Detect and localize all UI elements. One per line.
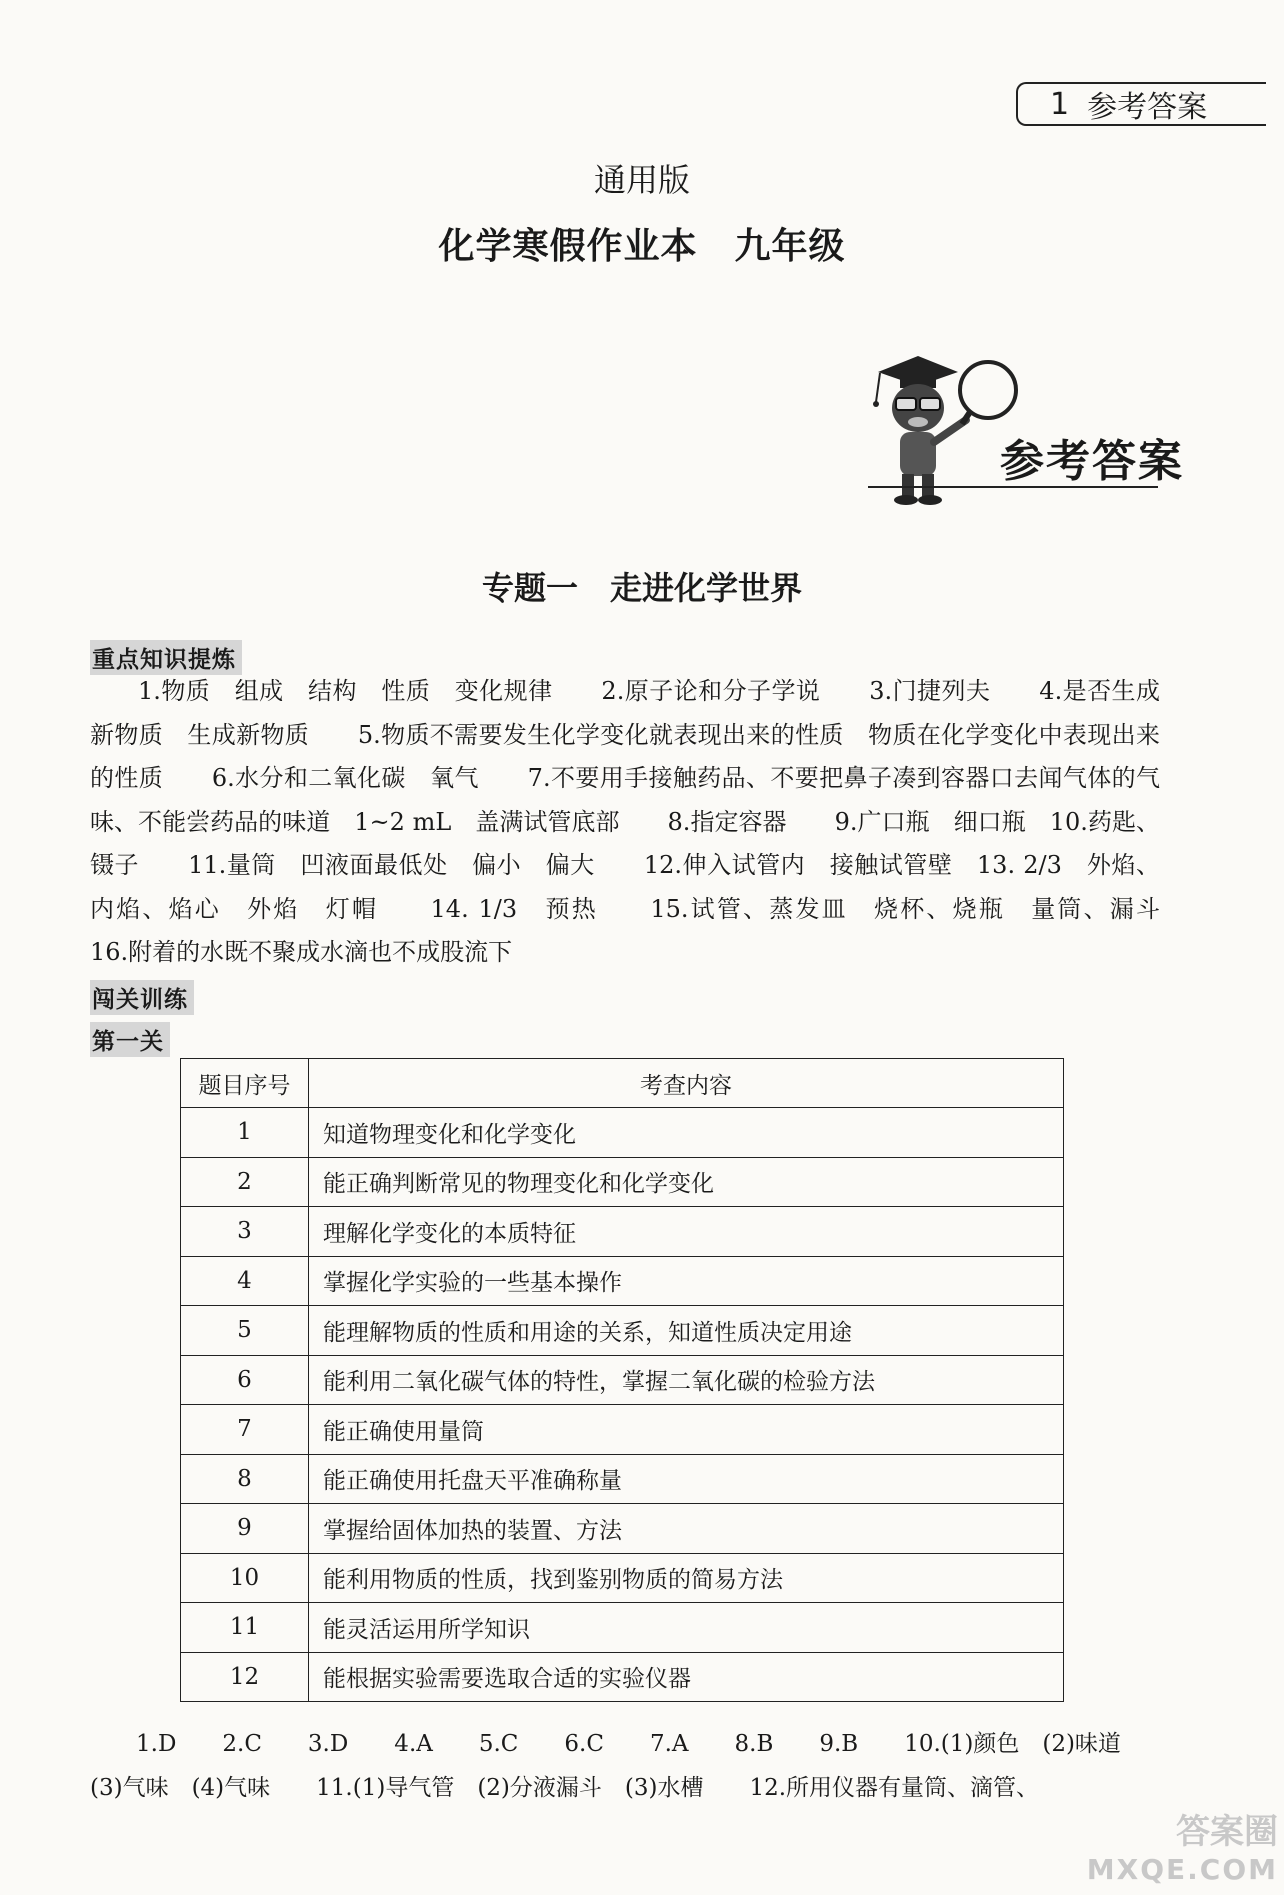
section-label-level1: 第一关 [90, 1022, 170, 1057]
question-number: 10 [181, 1553, 309, 1603]
page-number: 1 [1050, 86, 1070, 122]
question-number: 8 [181, 1454, 309, 1504]
table-row [181, 1553, 1064, 1603]
question-number: 5 [181, 1306, 309, 1356]
question-content: 能利用二氧化碳气体的特性，掌握二氧化碳的检验方法 [309, 1355, 1064, 1405]
level1-answers [90, 1722, 1160, 1810]
watermark-text: 答案圈 [1176, 1812, 1278, 1852]
table-row [181, 1207, 1064, 1257]
question-content: 掌握化学实验的一些基本操作 [309, 1256, 1064, 1306]
table-row [181, 1157, 1064, 1207]
question-content: 能根据实验需要选取合适的实验仪器 [309, 1652, 1064, 1702]
answer-banner-title: 参考答案 [1000, 436, 1184, 487]
question-content: 理解化学变化的本质特征 [309, 1207, 1064, 1257]
question-number: 1 [181, 1108, 309, 1158]
question-content: 知道物理变化和化学变化 [309, 1108, 1064, 1158]
question-number: 6 [181, 1355, 309, 1405]
edition-subtitle: 通用版 [593, 161, 690, 199]
question-number: 7 [181, 1405, 309, 1455]
watermark-domain: MXQE.COM [1086, 1853, 1278, 1886]
question-content: 能正确判断常见的物理变化和化学变化 [309, 1157, 1064, 1207]
section-label-knowledge: 重点知识提炼 [90, 640, 242, 675]
topic-title: 专题一 走进化学世界 [481, 569, 802, 607]
question-content: 能利用物质的性质，找到鉴别物质的简易方法 [309, 1553, 1064, 1603]
assessment-table [180, 1058, 1064, 1702]
table-row [181, 1504, 1064, 1554]
knowledge-answers [90, 670, 1208, 975]
question-number: 2 [181, 1157, 309, 1207]
question-number: 4 [181, 1256, 309, 1306]
question-number: 3 [181, 1207, 309, 1257]
question-number: 11 [181, 1603, 309, 1653]
question-number: 12 [181, 1652, 309, 1702]
header-content: 考查内容 [309, 1059, 1064, 1108]
table-row [181, 1355, 1064, 1405]
question-content: 能理解物质的性质和用途的关系，知道性质决定用途 [309, 1306, 1064, 1356]
table-row [181, 1108, 1064, 1158]
header-question-number: 题目序号 [181, 1059, 309, 1108]
book-title: 化学寒假作业本 九年级 [438, 226, 846, 267]
table-row [181, 1256, 1064, 1306]
site-watermark [1087, 1813, 1278, 1889]
header-section-label: 参考答案 [1087, 90, 1208, 125]
table-row [181, 1306, 1064, 1356]
question-content: 能灵活运用所学知识 [309, 1603, 1064, 1653]
table-row [181, 1454, 1064, 1504]
table-header-row [181, 1059, 1064, 1108]
question-content: 能正确使用量筒 [309, 1405, 1064, 1455]
question-number: 9 [181, 1504, 309, 1554]
page-header-tab [1016, 82, 1266, 126]
question-content: 掌握给固体加热的装置、方法 [309, 1504, 1064, 1554]
banner-underline [868, 486, 1158, 488]
table-row [181, 1405, 1064, 1455]
table-row [181, 1603, 1064, 1653]
section-label-training: 闯关训练 [90, 980, 194, 1015]
knowledge-paragraph: 1.物质 组成 结构 性质 变化规律 2.原子论和分子学说 3.门捷列夫 4.是否生成新物质 生成新物质 5.物质不需要发生化学变化就表现出来的性质 物质在化学变化中表现出来的性质 6.水分和二氧化碳 氧气 7.不要用手接触药品、不要把鼻子凑到容器口去闻气体的气味、不能尝药品的味道 1~2 mL 盖满试管底部 8.指定容器 9.广口瓶 细口瓶 10.药匙、镊子 11.量筒 凹液面最低处 偏小 偏大 12.伸入试管内 接触试管壁 13. 2/3 外焰、内焰、焰心 外焰 灯帽 14. 1/3 预热 15.试管、蒸发皿 烧杯、烧瓶 量筒、漏斗 16.附着的水既不聚成水滴也不成股流下 [90, 677, 1208, 966]
question-content: 能正确使用托盘天平准确称量 [309, 1454, 1064, 1504]
answers-paragraph: 1.D 2.C 3.D 4.A 5.C 6.C 7.A 8.B 9.B 10.(1)颜色 (2)味道 (3)气味 (4)气味 11.(1)导气管 (2)分液漏斗 (3)水槽 12.所用仪器有量筒、滴管、 [90, 1731, 1144, 1801]
table-row [181, 1652, 1064, 1702]
